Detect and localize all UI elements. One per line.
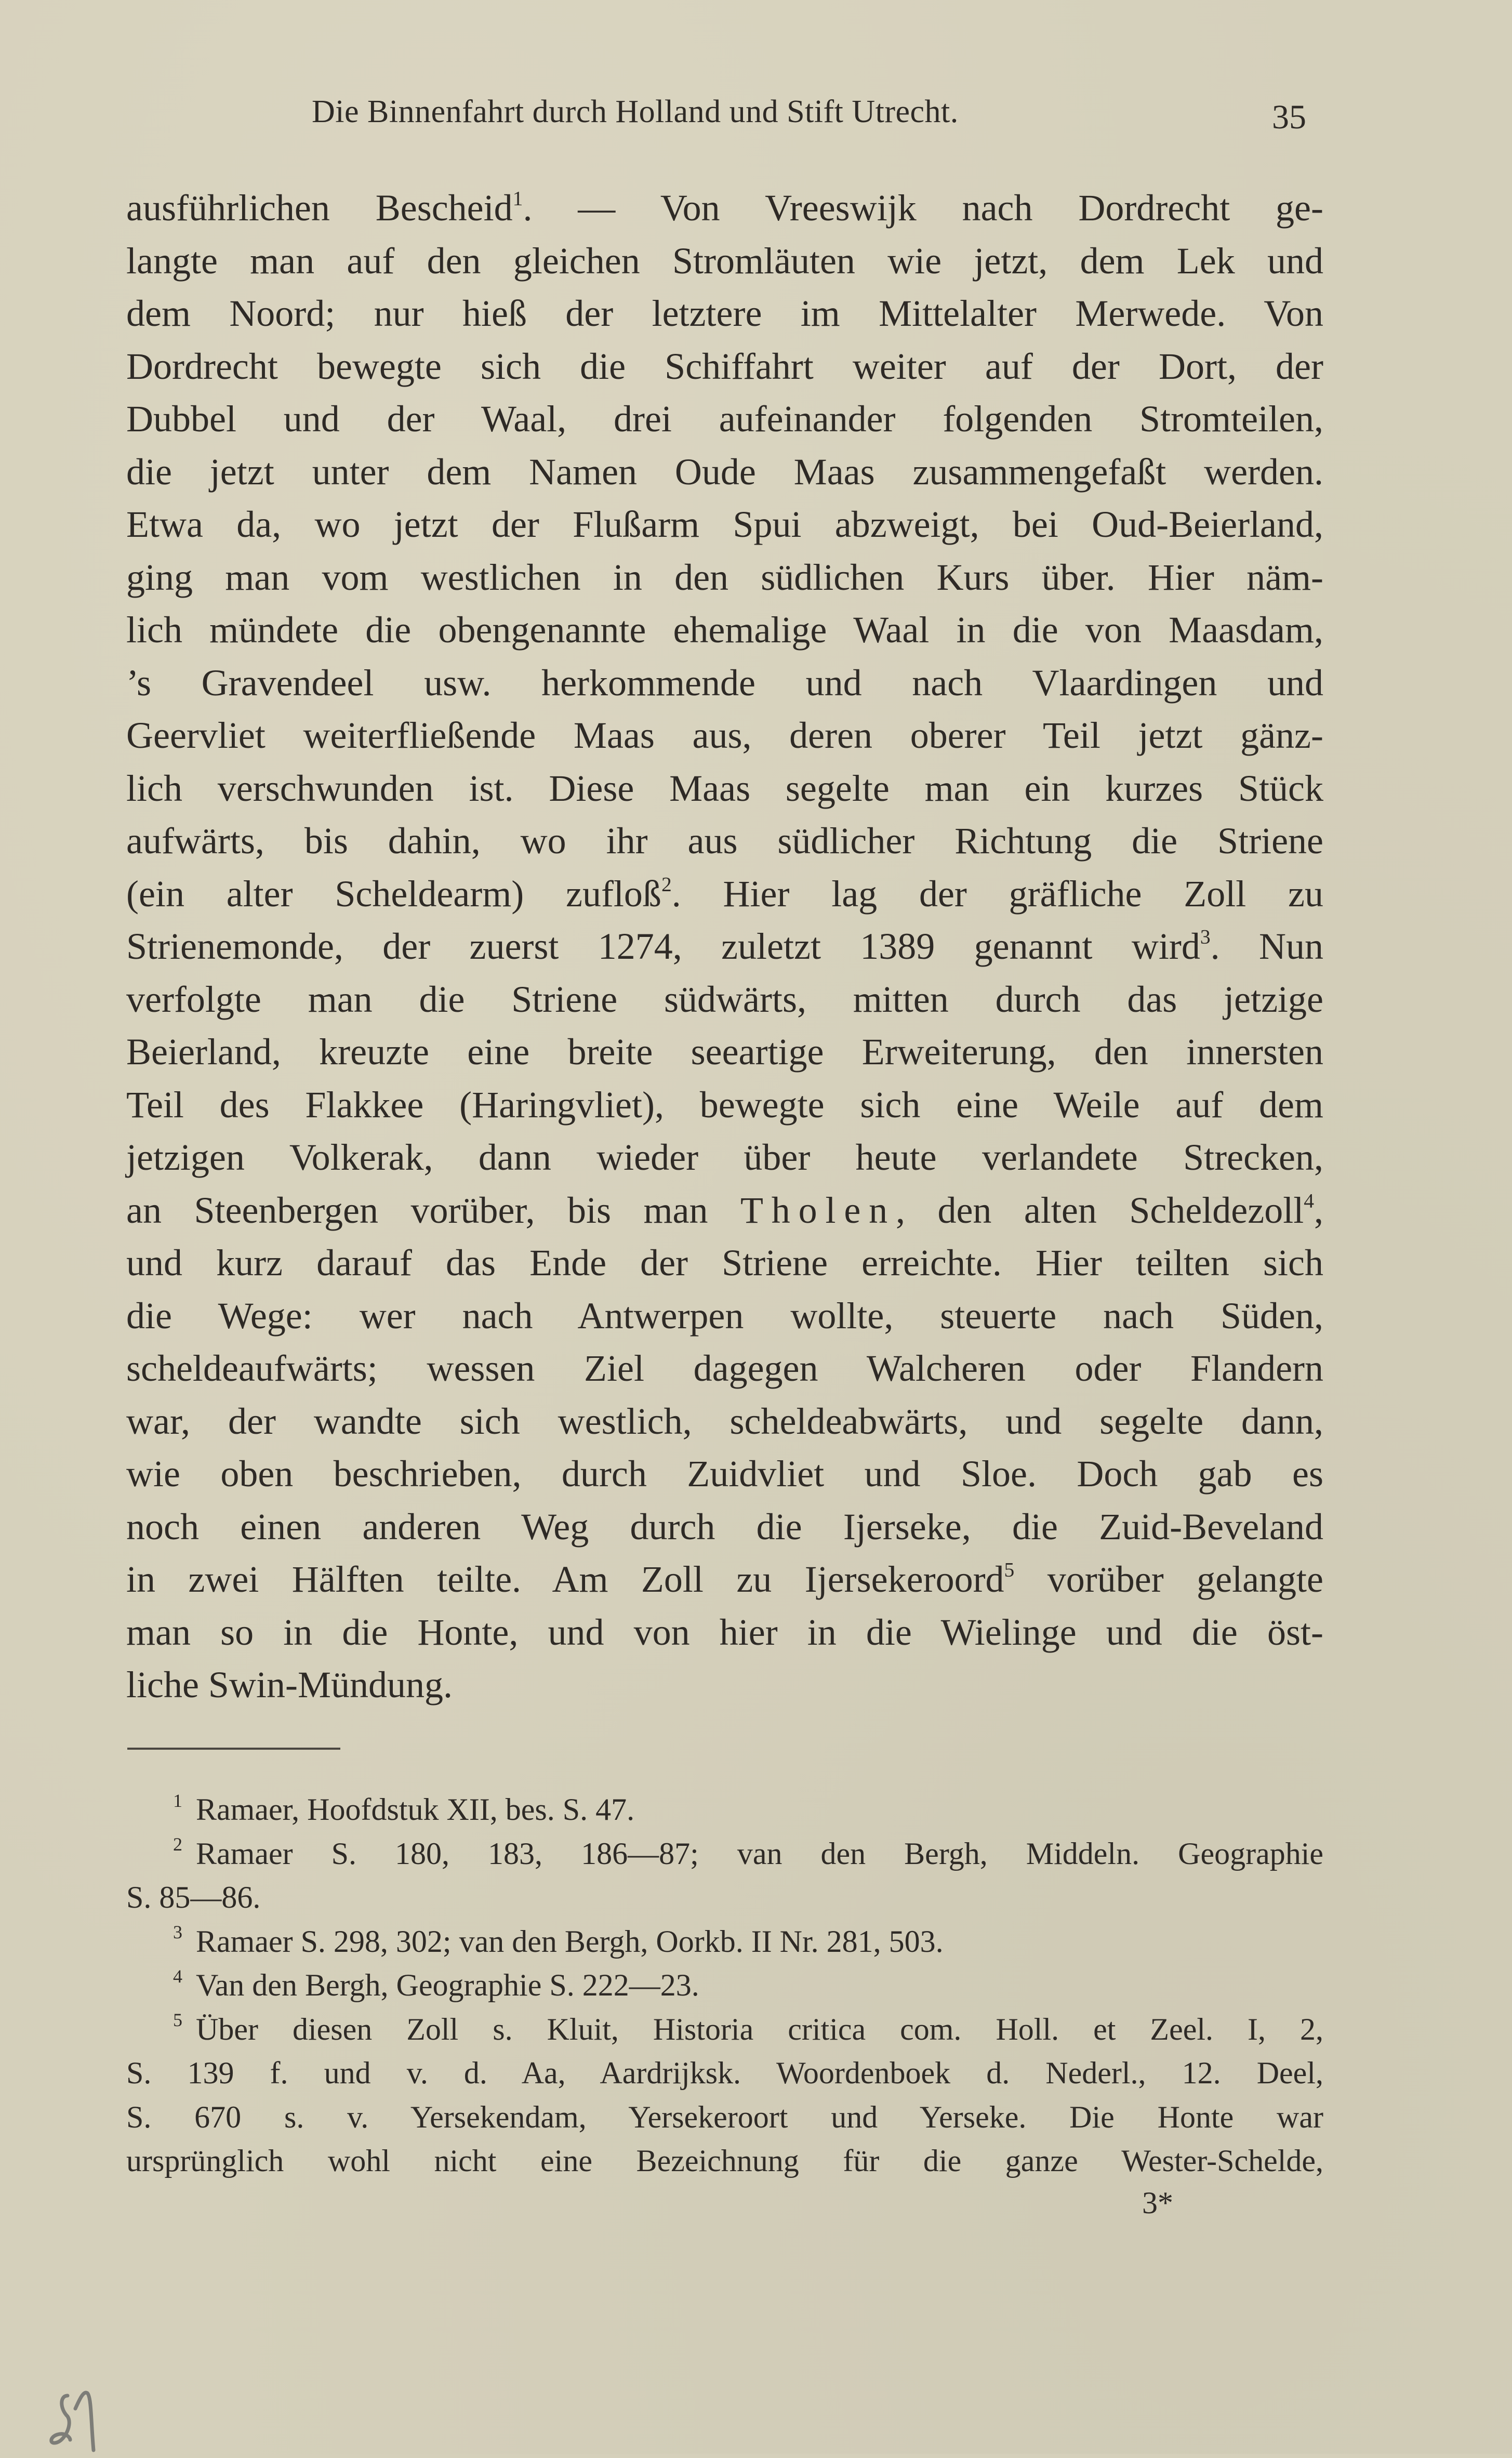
body-line-text: . Hier lag der gräfliche Zoll zu — [671, 873, 1323, 915]
body-line — [126, 1237, 1323, 1290]
body-line-text: Teil des Flakkee (Haringvliet), bewegte sich eine Weile auf dem — [126, 1083, 1323, 1126]
body-line-text: Dordrecht bewegte sich die Schiffahrt weiter auf der Dort, der — [126, 345, 1323, 387]
body-line-text: aufwärts, bis dahin, wo ihr aus südlicher Richtung die Striene — [126, 820, 1323, 862]
body-line — [126, 1501, 1323, 1554]
body-line — [126, 1131, 1323, 1184]
footnotes — [126, 1788, 1323, 2183]
body-line-text: die Wege: wer nach Antwerpen wollte, steuerte nach Süden, — [126, 1294, 1323, 1337]
footnote-line — [126, 1963, 1323, 2007]
body-line-text: langte man auf den gleichen Stromläuten wie jetzt, dem Lek und — [126, 240, 1323, 282]
body-line-text: , den alten Scheldezoll — [895, 1189, 1304, 1231]
running-title: Die Binnenfahrt durch Holland und Stift Utrecht. — [312, 94, 959, 129]
body-line-text: Dubbel und der Waal, drei aufeinander folgenden Stromteilen, — [126, 398, 1323, 440]
body-line — [126, 709, 1323, 762]
footnote-line — [126, 1875, 1323, 1920]
footnote-rule — [127, 1748, 340, 1750]
body-line-text: dem Noord; nur hieß der letztere im Mittelalter Merwede. Von — [126, 293, 1323, 334]
body-line-text: lich mündete die obengenannte ehemalige Waal in die von Maasdam, — [126, 609, 1323, 651]
footnote-line — [126, 2095, 1323, 2139]
footnote-text: S. 85—86. — [126, 1880, 261, 1914]
footnote-text: S. 139 f. und v. d. Aa, Aardrijksk. Woordenboek d. Nederl., 12. Deel, — [126, 2056, 1323, 2090]
body-line-text: verfolgte man die Striene südwärts, mitten durch das jetzige — [126, 978, 1323, 1020]
footnote-text: Ramaer, Hoofdstuk XII, bes. S. 47. — [196, 1792, 635, 1827]
body-line-text: , — [1314, 1189, 1323, 1231]
body-text — [126, 182, 1323, 1712]
body-line — [126, 1079, 1323, 1132]
body-line-text: war, der wandte sich westlich, scheldeabwärts, und segelte dann, — [126, 1400, 1323, 1442]
footnote-marker: 5 — [1004, 1558, 1015, 1581]
body-line-text: Etwa da, wo jetzt der Flußarm Spui abzweigt, bei Oud-Beierland, — [126, 504, 1323, 545]
body-line — [126, 1606, 1323, 1659]
body-line-text: Strienemonde, der zuerst 1274, zuletzt 1389 genannt wird — [126, 926, 1200, 967]
body-line-text: ging man vom westlichen in den südlichen Kurs über. Hier näm- — [126, 556, 1323, 598]
footnote-number: 5 — [173, 2010, 182, 2031]
footnote-text: Ramaer S. 298, 302; van den Bergh, Oorkb. II Nr. 281, 503. — [196, 1924, 944, 1959]
body-line — [126, 868, 1323, 921]
body-line-text: noch einen anderen Weg durch die Ijerseke, die Zuid-Beveland — [126, 1505, 1323, 1548]
body-line-text: jetzigen Volkerak, dann wieder über heute verlandete Strecken, — [126, 1137, 1323, 1178]
footnote-number: 4 — [173, 1965, 182, 1987]
handwritten-pencil-mark — [47, 2385, 104, 2458]
body-line-text: und kurz darauf das Ende der Striene erreichte. Hier teilten sich — [126, 1242, 1323, 1284]
body-line-text: die jetzt unter dem Namen Oude Maas zusammengefaßt werden. — [126, 451, 1323, 493]
body-line — [126, 1026, 1323, 1079]
body-line-text: scheldeaufwärts; wessen Ziel dagegen Walcheren oder Flandern — [126, 1347, 1323, 1389]
body-line — [126, 446, 1323, 499]
footnote-number: 2 — [173, 1834, 182, 1855]
footnote-number: 3 — [173, 1922, 182, 1943]
body-line — [126, 1553, 1323, 1606]
body-line — [126, 1395, 1323, 1448]
footnote-line — [126, 2051, 1323, 2095]
footnote-text: S. 670 s. v. Yersekendam, Yersekeroort und Yerseke. Die Honte war — [126, 2099, 1323, 2134]
body-line-text: wie oben beschrieben, durch Zuidvliet und Sloe. Doch gab es — [126, 1453, 1323, 1495]
body-line — [126, 815, 1323, 868]
page-number: 35 — [1272, 98, 1306, 136]
footnote-line — [126, 2139, 1323, 2183]
footnote-text: ursprünglich wohl nicht eine Bezeichnung für die ganze Wester-Schelde, — [126, 2144, 1323, 2178]
body-line-text: . — Von Vreeswijk nach Dordrecht ge- — [523, 187, 1323, 229]
body-line — [126, 182, 1323, 235]
body-line-text: ’s Gravendeel usw. herkommende und nach Vlaardingen und — [126, 662, 1323, 704]
footnote-text: Ramaer S. 180, 183, 186—87; van den Bergh, Middeln. Geographie — [196, 1836, 1323, 1871]
body-line — [126, 551, 1323, 604]
body-line-text: in zwei Hälften teilte. Am Zoll zu Ijersekeroord — [126, 1558, 1004, 1600]
body-line — [126, 1184, 1323, 1237]
body-line — [126, 1448, 1323, 1501]
footnote-line — [126, 1832, 1323, 1876]
body-line — [126, 973, 1323, 1026]
body-line — [126, 340, 1323, 393]
body-line — [126, 657, 1323, 710]
body-line — [126, 393, 1323, 446]
body-line-text: man so in die Honte, und von hier in die Wielinge und die öst- — [126, 1611, 1323, 1653]
body-line-text: ausführlichen Bescheid — [126, 187, 513, 229]
footnote-text: Van den Bergh, Geographie S. 222—23. — [196, 1968, 699, 2002]
signature-mark: 3* — [1142, 2186, 1173, 2220]
body-line — [126, 1290, 1323, 1343]
body-line — [126, 920, 1323, 973]
footnote-marker: 4 — [1304, 1188, 1314, 1212]
body-line — [126, 762, 1323, 815]
body-line — [126, 1659, 1323, 1712]
footnote-number: 1 — [173, 1790, 182, 1811]
footnote-marker: 1 — [512, 187, 523, 210]
body-line — [126, 604, 1323, 657]
footnote-marker: 3 — [1200, 925, 1211, 948]
footnote-line — [126, 2007, 1323, 2052]
body-line — [126, 287, 1323, 340]
body-line — [126, 498, 1323, 551]
footnote-marker: 2 — [661, 872, 672, 895]
body-line-text: liche Swin-Mündung. — [126, 1664, 453, 1706]
body-line — [126, 235, 1323, 288]
body-line-text: Geervliet weiterfließende Maas aus, deren oberer Teil jetzt gänz- — [126, 715, 1323, 756]
footnote-line — [126, 1788, 1323, 1832]
body-line-text: vorüber gelangte — [1014, 1558, 1323, 1600]
body-line-text: lich verschwunden ist. Diese Maas segelte man ein kurzes Stück — [126, 767, 1323, 809]
letterspaced-word: Tholen — [740, 1189, 896, 1231]
body-line-text: an Steenbergen vorüber, bis man — [126, 1189, 740, 1231]
body-line-text: Beierland, kreuzte eine breite seeartige Erweiterung, den innersten — [126, 1031, 1323, 1073]
body-line-text: (ein alter Scheldearm) zufloß — [126, 873, 661, 915]
footnote-text: Über diesen Zoll s. Kluit, Historia critica com. Holl. et Zeel. I, 2, — [196, 2012, 1323, 2046]
body-line — [126, 1342, 1323, 1395]
body-line-text: . Nun — [1210, 926, 1324, 967]
footnote-line — [126, 1920, 1323, 1964]
